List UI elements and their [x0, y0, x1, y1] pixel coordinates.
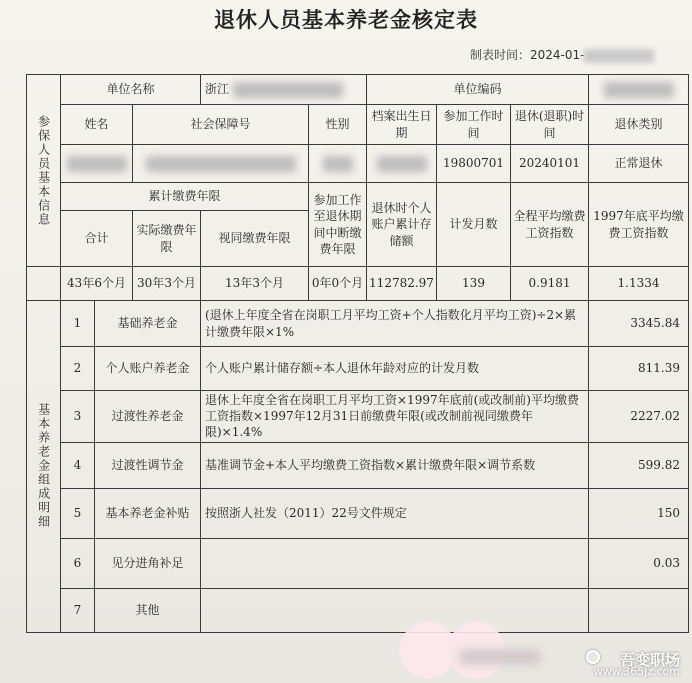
- item-amount: 150: [589, 488, 689, 538]
- make-time: [470, 46, 654, 63]
- retire-type-label: 退休类别: [589, 105, 689, 145]
- item-amount: 2227.02: [589, 391, 689, 443]
- total-value: 43年6个月: [61, 267, 133, 301]
- redacted-blur: [584, 49, 654, 63]
- ssn-value: [133, 145, 309, 183]
- months-paid-value: 139: [437, 267, 511, 301]
- deemed-years-label: 视同缴费年限: [201, 211, 309, 267]
- retire-type-value: 正常退休: [589, 145, 689, 183]
- name-label: 姓名: [61, 105, 133, 145]
- retire-time-value: 20240101: [511, 145, 589, 183]
- make-time-label: 制表时间：: [470, 48, 531, 62]
- interrupted-label: 参加工作至退休期间中断缴费年限: [309, 183, 367, 267]
- work-start-label: 参加工作时间: [437, 105, 511, 145]
- item-no: 5: [61, 488, 95, 538]
- item-formula: 退休上年度全省在岗职工月平均工资×1997年底前(或改制前)平均缴费工资指数×1997年12月31日前缴费年限(或改制前视同缴费年限)×1.4%: [201, 391, 589, 443]
- total-label: 合计: [61, 211, 133, 267]
- item-formula: 按照浙人社发（2011）22号文件规定: [201, 488, 589, 538]
- item-name: 个人账户养老金: [95, 347, 201, 391]
- item-amount: 811.39: [589, 347, 689, 391]
- item-no: 2: [61, 347, 95, 391]
- actual-years-label: 实际缴费年限: [133, 211, 201, 267]
- item-name: 基本养老金补贴: [95, 488, 201, 538]
- unit-name-value: 浙江: [201, 75, 367, 105]
- avg-index-value: 0.9181: [511, 267, 589, 301]
- make-time-value: 2024-01-: [530, 48, 585, 62]
- actual-years-value: 30年3个月: [133, 267, 201, 301]
- item-formula: 个人账户累计储存额÷本人退休年龄对应的计发月数: [201, 347, 589, 391]
- gender-label: 性别: [309, 105, 367, 145]
- pension-form-table: [26, 74, 689, 633]
- watermark-site: www.365jz.com: [593, 665, 680, 678]
- work-start-value: 19800701: [437, 145, 511, 183]
- watermark-brand: 吾变职场: [619, 651, 680, 669]
- watermark-logo-icon: [586, 650, 600, 664]
- section-pension-detail-label: 基本养老金组成明细: [27, 301, 61, 633]
- birth-date-label: 档案出生日期: [367, 105, 437, 145]
- item-no: 7: [61, 588, 95, 632]
- item-name: 见分进角补足: [95, 538, 201, 588]
- unit-code-value: [589, 75, 689, 105]
- item-formula: (退休上年度全省在岗职工月平均工资+个人指数化月平均工资)÷2×累计缴费年限×1%: [201, 301, 589, 347]
- item-name: 其他: [95, 588, 201, 632]
- item-amount: 0.03: [589, 538, 689, 588]
- gender-value: [309, 145, 367, 183]
- birth-date-value: [367, 145, 437, 183]
- unit-code-label: 单位编码: [367, 75, 589, 105]
- item-no: 1: [61, 301, 95, 347]
- months-paid-label: 计发月数: [437, 183, 511, 267]
- item-amount: [589, 588, 689, 632]
- section-basic-info-spacer: [27, 267, 61, 301]
- item-no: 4: [61, 442, 95, 488]
- cumulative-years-label: 累计缴费年限: [61, 183, 309, 211]
- section-basic-info-label: 参保人员基本信息: [27, 75, 61, 267]
- interrupted-value: 0年0个月: [309, 267, 367, 301]
- item-formula: [201, 538, 589, 588]
- watermark: [486, 647, 686, 679]
- item-name: 过渡性调节金: [95, 442, 201, 488]
- index-1997-value: 1.1334: [589, 267, 689, 301]
- account-balance-value: 112782.97: [367, 267, 437, 301]
- index-1997-label: 1997年底平均缴费工资指数: [589, 183, 689, 267]
- retire-time-label: 退休(退职)时间: [511, 105, 589, 145]
- item-no: 6: [61, 538, 95, 588]
- item-amount: 599.82: [589, 442, 689, 488]
- deemed-years-value: 13年3个月: [201, 267, 309, 301]
- item-amount: 3345.84: [589, 301, 689, 347]
- item-name: 过渡性养老金: [95, 391, 201, 443]
- item-no: 3: [61, 391, 95, 443]
- name-value: [61, 145, 133, 183]
- account-balance-label: 退休时个人账户累计存储额: [367, 183, 437, 267]
- item-name: 基础养老金: [95, 301, 201, 347]
- unit-name-label: 单位名称: [61, 75, 201, 105]
- item-formula: 基准调节金+本人平均缴费工资指数×累计缴费年限×调节系数: [201, 442, 589, 488]
- ssn-label: 社会保障号: [133, 105, 309, 145]
- avg-index-label: 全程平均缴费工资指数: [511, 183, 589, 267]
- form-title: 退休人员基本养老金核定表: [214, 8, 478, 32]
